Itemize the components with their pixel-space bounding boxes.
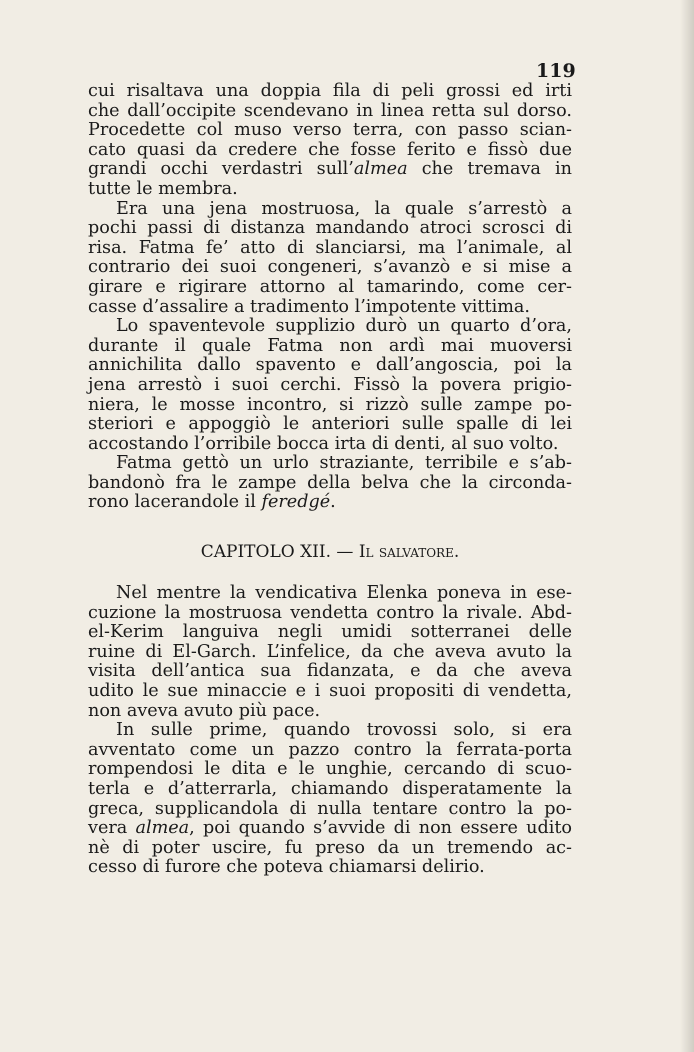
chapter-heading <box>88 541 572 563</box>
text-line <box>88 584 572 604</box>
text-line-main: Lo spaventevole supplizio durò un quarto d’ora, <box>116 316 572 337</box>
text-line <box>88 760 572 780</box>
text-line <box>88 858 572 878</box>
text-line <box>88 604 572 624</box>
text-line-main: rompendosi le dita e le unghie, cercando di scuo- <box>88 759 572 780</box>
text-line-after: che tremava in <box>407 159 572 180</box>
text-line-main: cesso di furore che poteva chiamarsi delirio. <box>88 857 485 878</box>
text-line <box>88 741 572 761</box>
text-line <box>88 396 572 416</box>
text-line-main: rono lacerandole il <box>88 492 262 513</box>
paragraphs-after-chapter <box>88 584 572 878</box>
text-line-after: . <box>330 492 336 513</box>
paragraphs-before-chapter <box>88 82 572 513</box>
text-line-main: durante il quale Fatma non ardì mai muoversi <box>88 335 572 356</box>
text-line <box>88 219 572 239</box>
text-line <box>88 780 572 800</box>
text-line-main: girare e rigirare attorno al tamarindo, come cer- <box>88 276 572 297</box>
text-line-main: terla e d’atterrarla, chiamando disperatamente la <box>88 778 572 799</box>
text-line <box>88 682 572 702</box>
chapter-label: CAPITOLO XII. — <box>200 542 359 562</box>
text-line <box>88 415 572 435</box>
text-line <box>88 121 572 141</box>
text-line-main: niera, le mosse incontro, si rizzò sulle zampe po- <box>88 394 572 415</box>
text-line <box>88 376 572 396</box>
page-edge-shadow <box>680 0 694 1052</box>
text-line-main: cuzione la mostruosa vendetta contro la rivale. Abd- <box>88 602 572 623</box>
text-line <box>88 160 572 180</box>
text-line-main: Era una jena mostruosa, la quale s’arrestò a <box>116 198 572 219</box>
text-line-main: casse d’assalire a tradimento l’impotente vittima. <box>88 296 530 317</box>
text-line-main: udito le sue minaccie e i suoi propositi di vendetta, <box>88 680 572 701</box>
text-line <box>88 662 572 682</box>
text-line-main: avventato come un pazzo contro la ferrata-porta <box>88 739 572 760</box>
text-line <box>88 435 572 455</box>
text-line <box>88 493 572 513</box>
text-line <box>88 623 572 643</box>
text-line <box>88 258 572 278</box>
text-line <box>88 643 572 663</box>
text-line-main: Procedette col muso verso terra, con passo scian- <box>88 120 572 141</box>
text-line <box>88 102 572 122</box>
text-line-main: accostando l’orribile bocca irta di denti, al suo volto. <box>88 433 559 454</box>
text-line-main: che dall’occipite scendevano in linea retta sul dorso. <box>88 100 572 121</box>
text-line-main: annichilita dallo spavento e dall’angoscia, poi la <box>88 355 572 376</box>
text-line <box>88 317 572 337</box>
italic-word: almea <box>135 818 190 839</box>
text-line-main: grandi occhi verdastri sull’ <box>88 159 354 180</box>
text-line-main: vera <box>88 818 136 839</box>
text-line <box>88 239 572 259</box>
text-line <box>88 721 572 741</box>
text-line-main: jena arrestò i suoi cerchi. Fissò la povera prigio- <box>88 374 572 395</box>
text-line-main: cato quasi da credere che fosse ferito e fissò due <box>88 139 572 160</box>
page-number: 119 <box>536 60 576 82</box>
text-line-main: Nel mentre la vendicativa Elenka poneva in ese- <box>116 583 572 603</box>
text-line <box>88 180 572 200</box>
text-line <box>88 200 572 220</box>
text-line <box>88 474 572 494</box>
text-line-main: Fatma gettò un urlo straziante, terribile e s’ab- <box>116 453 572 474</box>
text-line <box>88 454 572 474</box>
text-line-main: contrario dei suoi congeneri, s’avanzò e si mise a <box>88 257 572 278</box>
text-line-main: tutte le membra. <box>88 178 238 199</box>
text-line-main: non aveva avuto più pace. <box>88 700 321 721</box>
text-line <box>88 839 572 859</box>
text-line-main: bandonò fra le zampe della belva che la circonda- <box>88 472 572 493</box>
text-line-main: cui risaltava una doppia fila di peli grossi ed irti <box>88 81 572 101</box>
text-line <box>88 298 572 318</box>
italic-word: feredgé <box>261 492 331 513</box>
text-line-after: , poi quando s’avvide di non essere udito <box>189 818 573 839</box>
text-line-main: ruine di El-Garch. L’infelice, da che aveva avuto la <box>88 641 572 662</box>
text-line <box>88 141 572 161</box>
chapter-title: Il salvatore. <box>358 542 460 562</box>
text-line-main: In sulle prime, quando trovossi solo, si era <box>116 720 572 741</box>
text-line-main: risa. Fatma fe’ atto di slanciarsi, ma l’animale, al <box>88 237 572 258</box>
text-line <box>88 702 572 722</box>
text-line-main: nè di poter uscire, fu preso da un tremendo ac- <box>88 837 572 858</box>
text-line <box>88 356 572 376</box>
text-line-main: pochi passi di distanza mandando atroci scrosci di <box>88 218 572 239</box>
text-line-main: el-Kerim languiva negli umidi sotterranei delle <box>88 622 572 643</box>
text-line <box>88 278 572 298</box>
italic-word: almea <box>353 159 408 180</box>
text-line <box>88 800 572 820</box>
text-line-main: greca, supplicandola di nulla tentare contro la po- <box>88 798 572 819</box>
text-line <box>88 82 572 102</box>
text-line-main: steriori e appoggiò le anteriori sulle spalle di lei <box>88 414 572 435</box>
text-line-main: visita dell’antica sua fidanzata, e da che aveva <box>88 661 572 682</box>
text-line <box>88 819 572 839</box>
text-line <box>88 337 572 357</box>
